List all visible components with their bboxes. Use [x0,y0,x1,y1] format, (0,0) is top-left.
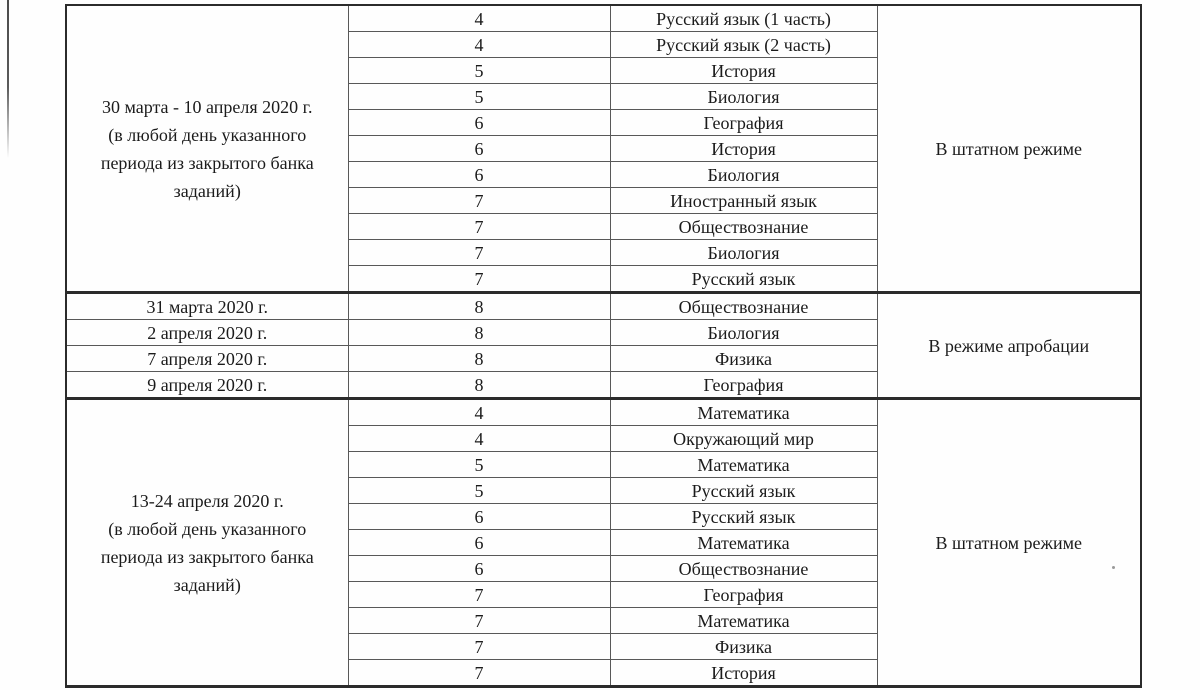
date-cell: 9 апреля 2020 г. [66,372,348,399]
date-cell: 31 марта 2020 г. [66,293,348,320]
subject-cell: Обществознание [610,214,877,240]
table-row [66,293,1141,320]
mode-cell: В штатном режиме [877,399,1141,687]
table-row [66,5,1141,32]
grade-cell: 7 [348,582,610,608]
subject-cell: Математика [610,608,877,634]
grade-cell: 7 [348,188,610,214]
subject-cell: Математика [610,399,877,426]
subject-cell: Физика [610,634,877,660]
date-line: 13-24 апреля 2020 г. [130,490,284,511]
grade-cell: 6 [348,110,610,136]
date-line: периода из закрытого банка [100,152,314,173]
subject-cell: Русский язык [610,266,877,293]
mode-cell: В штатном режиме [877,5,1141,293]
grade-cell: 8 [348,372,610,399]
grade-cell: 7 [348,240,610,266]
grade-cell: 6 [348,530,610,556]
grade-cell: 8 [348,320,610,346]
grade-cell: 8 [348,346,610,372]
date-line: (в любой день указанного [108,518,307,539]
subject-cell: География [610,582,877,608]
date-line: периода из закрытого банка [100,546,314,567]
subject-cell: История [610,58,877,84]
date-cell: 2 апреля 2020 г. [66,320,348,346]
grade-cell: 5 [348,84,610,110]
subject-cell: История [610,136,877,162]
date-line: заданий) [173,180,241,201]
subject-cell: Иностранный язык [610,188,877,214]
table-row [66,399,1141,426]
subject-cell: Физика [610,346,877,372]
mode-cell: В режиме апробации [877,293,1141,399]
grade-cell: 7 [348,634,610,660]
date-line: заданий) [173,574,241,595]
schedule-table-body [66,5,1141,687]
grade-cell: 7 [348,608,610,634]
grade-cell: 6 [348,162,610,188]
subject-cell: Русский язык (2 часть) [610,32,877,58]
subject-cell: Окружающий мир [610,426,877,452]
date-line: 30 марта - 10 апреля 2020 г. [101,96,313,117]
date-cell [66,399,348,687]
date-cell: 7 апреля 2020 г. [66,346,348,372]
grade-cell: 7 [348,266,610,293]
subject-cell: Русский язык (1 часть) [610,5,877,32]
subject-cell: Математика [610,452,877,478]
schedule-table [65,4,1142,688]
grade-cell: 6 [348,504,610,530]
date-cell [66,5,348,293]
grade-cell: 8 [348,293,610,320]
subject-cell: Математика [610,530,877,556]
grade-cell: 7 [348,214,610,240]
grade-cell: 4 [348,426,610,452]
grade-cell: 4 [348,32,610,58]
scan-artifact-line [7,0,9,158]
subject-cell: История [610,660,877,687]
subject-cell: Русский язык [610,504,877,530]
subject-cell: Русский язык [610,478,877,504]
grade-cell: 4 [348,5,610,32]
subject-cell: Обществознание [610,556,877,582]
subject-cell: Биология [610,320,877,346]
grade-cell: 5 [348,452,610,478]
grade-cell: 5 [348,58,610,84]
grade-cell: 6 [348,136,610,162]
subject-cell: Биология [610,84,877,110]
subject-cell: Обществознание [610,293,877,320]
grade-cell: 7 [348,660,610,687]
grade-cell: 4 [348,399,610,426]
grade-cell: 6 [348,556,610,582]
subject-cell: Биология [610,162,877,188]
date-line: (в любой день указанного [108,124,307,145]
subject-cell: Биология [610,240,877,266]
subject-cell: География [610,372,877,399]
subject-cell: География [610,110,877,136]
grade-cell: 5 [348,478,610,504]
